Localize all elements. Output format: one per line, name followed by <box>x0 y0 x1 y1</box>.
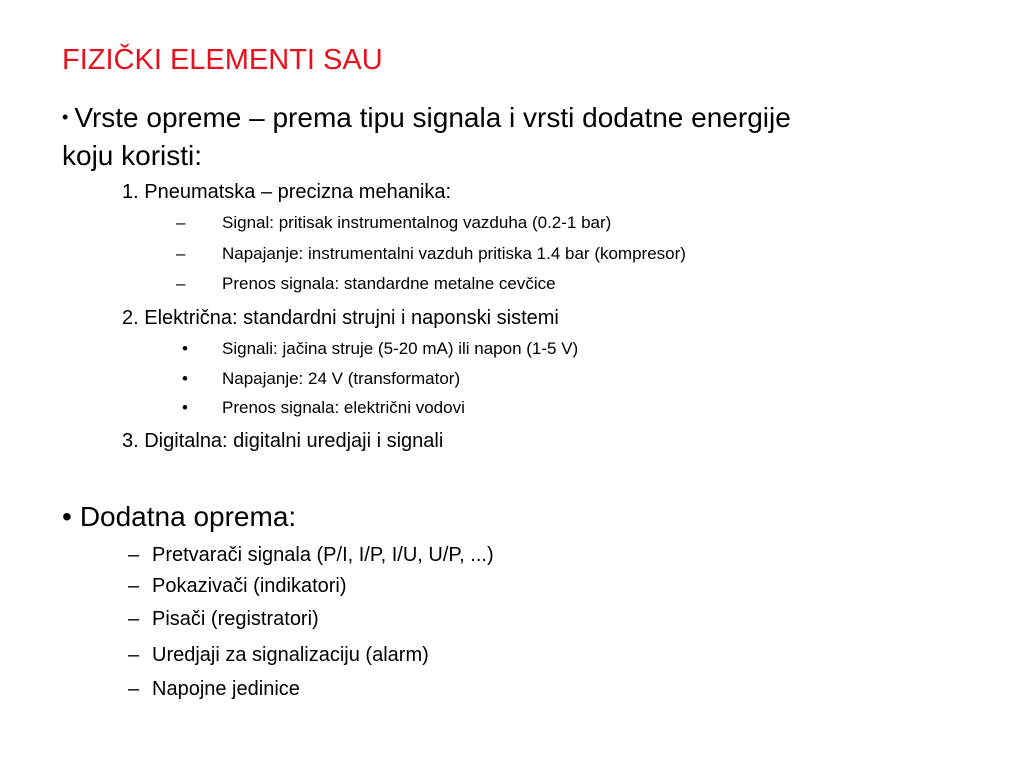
sub-item: – Pretvarači signala (P/I, I/P, I/U, U/P, ...) <box>128 544 494 566</box>
sub-item: • Napajanje: 24 V (transformator) <box>176 368 460 390</box>
item-elektricna: 2. Električna: standardni strujni i naponski sistemi <box>122 307 559 329</box>
bullet-marker: • <box>62 107 69 127</box>
item-pneumatska: 1. Pneumatska – precizna mehanika: <box>122 181 452 203</box>
sub-item: – Prenos signala: standardne metalne cevčice <box>176 274 556 293</box>
bullet-marker: • <box>182 369 188 388</box>
bullet-marker: • <box>62 501 72 532</box>
sub-item: – Napajanje: instrumentalni vazduh pritiska 1.4 bar (kompresor) <box>176 244 686 263</box>
bullet-marker: • <box>182 339 188 358</box>
sub-item: • Prenos signala: električni vodovi <box>176 397 465 419</box>
item-digitalna: 3. Digitalna: digitalni uredjaji i signali <box>122 430 444 452</box>
bullet-dodatna-oprema: • Dodatna oprema: <box>62 501 297 532</box>
sub-item: – Uredjaji za signalizaciju (alarm) <box>128 644 429 666</box>
slide-title: FIZIČKI ELEMENTI SAU <box>62 44 383 76</box>
bullet-text-line1: Vrste opreme – prema tipu signala i vrsti dodatne energije <box>74 102 791 133</box>
dash-marker: – <box>128 644 140 666</box>
sub-item: – Napojne jedinice <box>128 678 300 700</box>
sub-item: – Pokazivači (indikatori) <box>128 575 347 597</box>
sub-item: – Signal: pritisak instrumentalnog vazduha (0.2-1 bar) <box>176 213 612 232</box>
dash-marker: – <box>128 608 140 630</box>
sub-item: • Signali: jačina struje (5-20 mA) ili napon (1-5 V) <box>176 338 578 360</box>
sub-item: – Pisači (registratori) <box>128 608 319 630</box>
bullet-vrste-opreme <box>62 100 791 135</box>
dash-marker: – <box>128 575 140 597</box>
bullet-marker: • <box>182 398 188 417</box>
dash-marker: – <box>176 213 186 232</box>
bullet-text-line2: koju koristi: <box>62 140 203 171</box>
dash-marker: – <box>128 678 140 700</box>
dash-marker: – <box>128 544 140 566</box>
dash-marker: – <box>176 244 186 263</box>
dash-marker: – <box>176 274 186 293</box>
